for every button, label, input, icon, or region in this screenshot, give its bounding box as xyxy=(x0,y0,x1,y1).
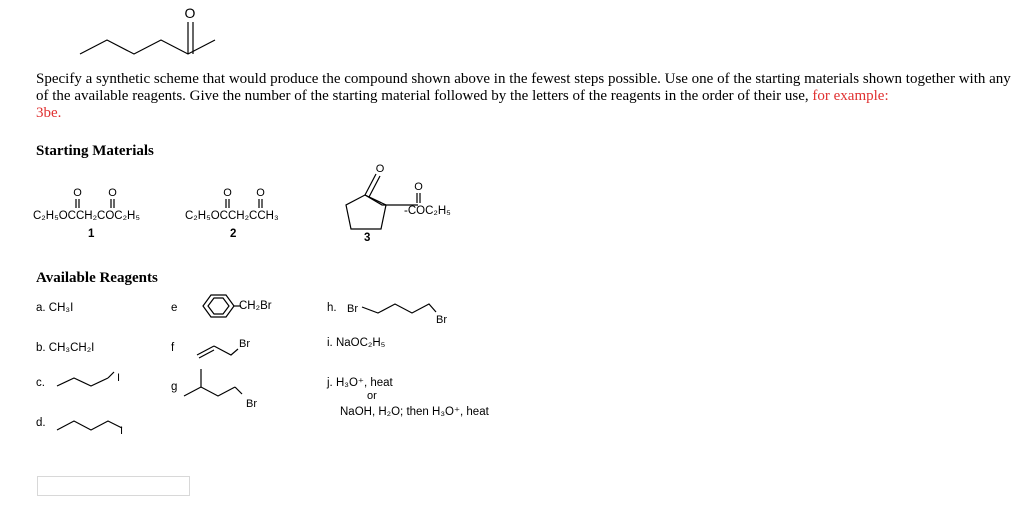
svg-text:O: O xyxy=(223,187,232,199)
svg-text:O: O xyxy=(73,187,82,199)
starting-material-2-formula: C₂H₅OCCH₂CCH₃ xyxy=(185,210,279,222)
target-oxygen: O xyxy=(184,5,196,21)
reagent-e-letter: e xyxy=(171,302,178,314)
question-body: Specify a synthetic scheme that would produce the compound shown above in the fewest steps possible. Use one of the starting materials shown together with any of the available reagents. Give the number of the starting material followed by the letters of the reagents in the order of their use, xyxy=(36,71,1011,104)
svg-text:O: O xyxy=(256,187,265,199)
reagent-i: i. NaOC₂H₅ xyxy=(327,337,386,349)
reagent-f-letter: f xyxy=(171,342,175,354)
reagent-c-letter: c. xyxy=(36,377,45,389)
reagent-a: a. CH₃I xyxy=(36,302,74,314)
available-reagents-heading: Available Reagents xyxy=(36,270,158,286)
svg-text:Br: Br xyxy=(239,338,250,350)
reagent-h-letter: h. xyxy=(327,302,337,314)
svg-text:I: I xyxy=(117,372,121,384)
reagent-b: b. CH₃CH₂I xyxy=(36,342,95,354)
reagent-g-letter: g xyxy=(171,381,178,393)
starting-materials-heading: Starting Materials xyxy=(36,143,154,159)
starting-material-3-substituent: -COC₂H₅ xyxy=(404,205,451,217)
svg-text:Br: Br xyxy=(246,398,257,410)
example-value: 3be. xyxy=(36,105,62,121)
reagent-e-text: CH₂Br xyxy=(239,300,272,312)
starting-material-1-formula: C₂H₅OCCH₂COC₂H₅ xyxy=(33,210,140,222)
svg-text:O: O xyxy=(375,163,385,175)
reagent-j-or: or xyxy=(367,390,377,402)
starting-material-3-number: 3 xyxy=(364,232,371,244)
starting-material-1-number: 1 xyxy=(88,228,95,240)
example-label: for example: xyxy=(812,88,889,104)
reagent-d-letter: d. xyxy=(36,417,46,429)
reagent-j-alternative: NaOH, H₂O; then H₃O⁺, heat xyxy=(340,406,489,418)
svg-text:O: O xyxy=(414,181,423,193)
svg-text:Br: Br xyxy=(436,314,447,326)
svg-text:O: O xyxy=(108,187,117,199)
reagent-j: j. H₃O⁺, heat xyxy=(327,377,393,389)
svg-text:Br: Br xyxy=(347,303,358,315)
starting-material-2-number: 2 xyxy=(230,228,237,240)
answer-input[interactable] xyxy=(37,476,190,496)
svg-text:I: I xyxy=(120,425,124,437)
